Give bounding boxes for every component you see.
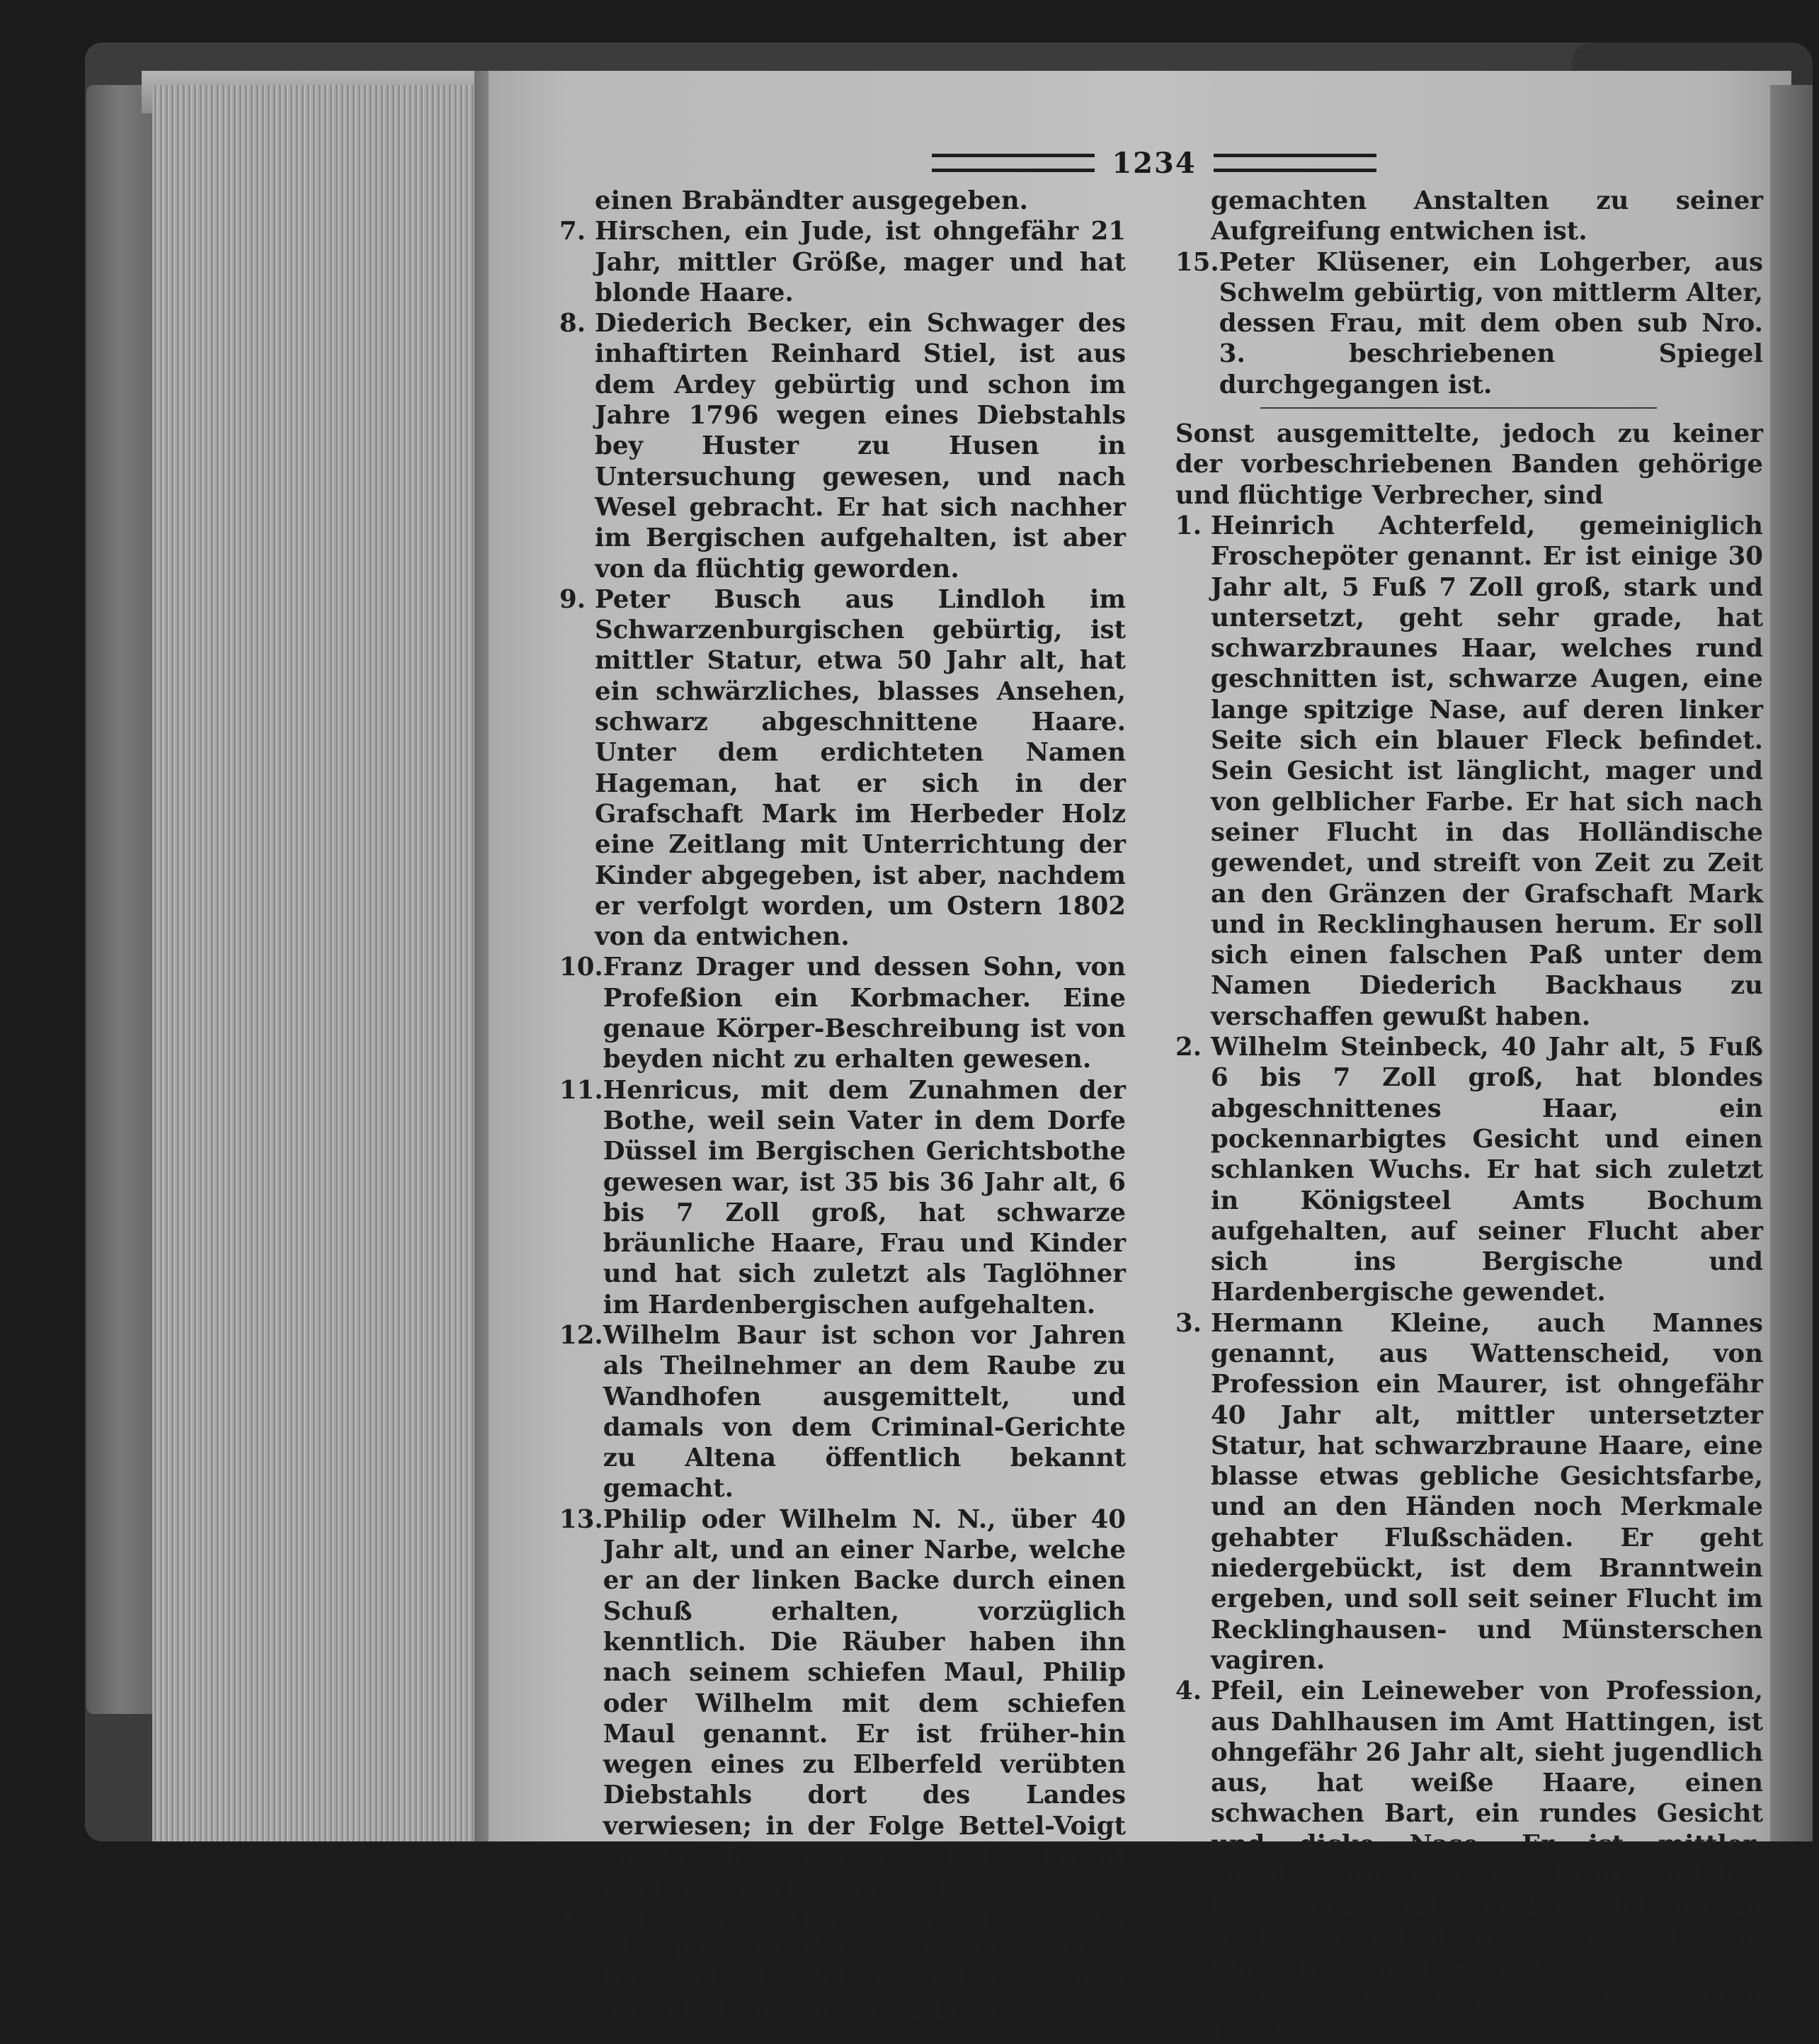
entry-number: 15. bbox=[1175, 247, 1219, 277]
entry-r3 bbox=[1175, 1308, 1763, 1676]
entry-text: Henricus, mit dem Zunahmen der Bothe, weil sein Vater in dem Dorfe Düssel im Bergischen Gerichtsbothe gewesen war, ist 35 bis 36 Jahr alt, 6 bis 7 Zoll groß, hat schwarze bräunliche Haare, Frau und Kinder und hat sich zuletzt als Taglöhner im Hardenbergischen aufgehalten. bbox=[603, 1075, 1126, 1319]
entry-number: 7. bbox=[559, 217, 586, 246]
entry-number: 1. bbox=[1175, 511, 1202, 540]
entry-continuation bbox=[559, 186, 1126, 216]
entry-text: Philip oder Wilhelm N. N., über 40 Jahr alt, und an einer Narbe, welche er an der linken Backe durch einen Schuß erhalten, vorzüglich kenntlich. Die Räuber haben ihn nach seinem schiefen Maul, Philip oder Wilhelm mit dem schiefen Maul genannt. Er ist früher-hin wegen eines zu Elberfeld verübten Diebstahls dort des Landes verwiesen; in der Folge Bettel-Voigt zu Werden gewesen, bald darauf auch von dort weggejagt. bbox=[603, 1504, 1126, 1902]
entry-number: 4. bbox=[1175, 1676, 1202, 1706]
entry-8 bbox=[559, 308, 1126, 584]
entry-r2 bbox=[1175, 1032, 1763, 1308]
entry-number: 5. bbox=[1175, 1983, 1202, 2013]
entry-number: 2. bbox=[1175, 1033, 1202, 1062]
right-page-edge bbox=[1770, 85, 1813, 1841]
entry-text: Diederich Becker, ein Schwager des inhaftirten Reinhard Stiel, ist aus dem Ardey gebürtig und schon im Jahre 1796 wegen eines Diebstahls bey Huster zu Husen in Untersuchung gewesen, und nach Wesel gebracht. Er hat sich nachher im Bergischen aufgehalten, ist aber von da flüchtig geworden. bbox=[595, 309, 1126, 584]
entry-continuation bbox=[1175, 186, 1763, 247]
entry-7 bbox=[559, 216, 1126, 308]
entry-r1 bbox=[1175, 511, 1763, 1032]
entry-text: Peter Klüsener, ein Lohgerber, aus Schwelm gebürtig, von mittlerm Alter, dessen Frau, mit dem oben sub Nro. 3. beschriebenen Spiegel durchgegangen ist. bbox=[1219, 247, 1763, 399]
left-column bbox=[559, 186, 1126, 2026]
entry-number bbox=[559, 186, 595, 216]
page-header bbox=[920, 138, 1388, 188]
entry-text: Pfeil, ein Leineweber von Profession, aus Dahlhausen im Amt Hattingen, ist ohngefähr 26 Jahr alt, sieht jugendlich aus, hat weiße Haare, einen schwachen Bart, ein rundes Gesicht und dicke Nase. Er ist mittler, ziemlich untersetzter Statur, und hat bey seiner kürzlichen Entweichung ein weißes Kamisol von Boy und eine blaue tuchene Hose getragen. bbox=[1211, 1676, 1763, 1982]
section-heading: Sonst ausgemittelte, jedoch zu keiner der vorbeschriebenen Banden gehörige und flüchtige Verbrecher, sind bbox=[1175, 419, 1763, 510]
entry-number: 10. bbox=[559, 953, 603, 982]
page-number: 1234 bbox=[1112, 146, 1197, 180]
right-column bbox=[1175, 186, 1763, 2044]
entry-10 bbox=[559, 952, 1126, 1074]
entry-text: Franz Drager und dessen Sohn, von Profeßion ein Korbmacher. Eine genaue Körper-Beschreibung ist von beyden nicht zu erhalten gewesen. bbox=[603, 953, 1126, 1074]
entry-13 bbox=[559, 1504, 1126, 1903]
entry-text: gemachten Anstalten zu seiner Aufgreifung entwichen ist. bbox=[1211, 186, 1763, 246]
entry-text: Hirschen, ein Jude, ist ohngefähr 21 Jahr, mittler Größe, mager und hat blonde Haare. bbox=[595, 217, 1126, 307]
entry-number: 3. bbox=[1175, 1308, 1202, 1338]
entry-text: Heinrich Achterfeld, gemeiniglich Froschepöter genannt. Er ist einige 30 Jahr alt, 5 Fuß 7 Zoll groß, stark und untersetzt, geht sehr grade, hat schwarzbraunes Haar, welches rund geschnitten ist, schwarze Augen, eine lange spitzige Nase, auf deren linker Seite sich ein blauer Fleck befindet. Sein Gesicht ist länglicht, mager und von gelblicher Farbe. Er hat sich nach seiner Flucht in das Holländische gewendet, und streift von Zeit zu Zeit an den Gränzen der Grafschaft Mark und in Recklinghausen herum. Er soll sich einen falschen Paß unter dem Namen Diederich Backhaus zu verschaffen gewußt haben. bbox=[1211, 511, 1763, 1031]
entry-text: Anna Maria Hoppe, deren Mann Johan- bbox=[1211, 1983, 1763, 2043]
entry-number: 14. bbox=[559, 1903, 603, 1933]
section-divider bbox=[1260, 407, 1657, 409]
entry-text: einen Brabändter ausgegeben. bbox=[595, 186, 1029, 215]
entry-text: Peter Busch aus Lindloh im Schwarzenburgischen gebürtig, ist mittler Statur, etwa 50 Jahr alt, hat ein schwärzliches, blasses Ansehen, schwarz abgeschnittene Haare. Unter dem erdichteten Namen Hageman, hat er sich in der Grafschaft Mark im Herbeder Holz eine Zeitlang mit Unterrichtung der Kinder abgegeben, ist aber, nachdem er verfolgt worden, um Ostern 1802 von da entwichen. bbox=[595, 584, 1126, 952]
entry-number: 11. bbox=[559, 1075, 603, 1105]
entry-9 bbox=[559, 584, 1126, 953]
entry-r4 bbox=[1175, 1676, 1763, 1982]
entry-number: 9. bbox=[559, 584, 586, 614]
entry-12 bbox=[559, 1320, 1126, 1504]
entry-text: Wilhelm Steinbeck, 40 Jahr alt, 5 Fuß 6 bis 7 Zoll groß, hat blondes abgeschnittenes Haar, ein pockennarbigtes Gesicht und einen schlanken Wuchs. Er hat sich zuletzt in Königsteel Amts Bochum aufgehalten, auf seiner Flucht aber sich ins Bergische und Hardenbergische gewendet. bbox=[1211, 1033, 1763, 1307]
entry-14 bbox=[559, 1903, 1126, 2026]
header-rule-right bbox=[1214, 154, 1376, 172]
entry-text: Seligmann Herz, ein Jude aus Mengede in der Grafschaft Mark, hat sich die letzte Zeit in Lünen aufgehalten, von wo er bey den bbox=[603, 1903, 1126, 2025]
entry-number: 12. bbox=[559, 1320, 603, 1350]
entry-number: 8. bbox=[559, 309, 586, 339]
entry-number: 13. bbox=[559, 1504, 603, 1534]
page-block-edge bbox=[152, 85, 485, 1841]
entry-text: Hermann Kleine, auch Mannes genannt, aus Wattenscheid, von Profession ein Maurer, ist ohngefähr 40 Jahr alt, mittler untersetzter Statur, hat schwarzbraune Haare, eine blasse etwas gebliche Gesichtsfarbe, und an den Händen noch Merkmale gehabter Flußschäden. Er geht niedergebückt, ist dem Branntwein ergeben, und soll seit seiner Flucht im Recklinghausen- und Münsterschen vagiren. bbox=[1211, 1308, 1763, 1675]
entry-number bbox=[1175, 186, 1211, 247]
header-rule-left bbox=[932, 154, 1095, 172]
entry-11 bbox=[559, 1075, 1126, 1320]
entry-text: Wilhelm Baur ist schon vor Jahren als Theilnehmer an dem Raube zu Wandhofen ausgemittelt, und damals von dem Criminal-Gerichte zu Altena öffentlich bekannt gemacht. bbox=[603, 1320, 1126, 1504]
entry-15 bbox=[1175, 247, 1763, 400]
entry-r5 bbox=[1175, 1982, 1763, 2044]
